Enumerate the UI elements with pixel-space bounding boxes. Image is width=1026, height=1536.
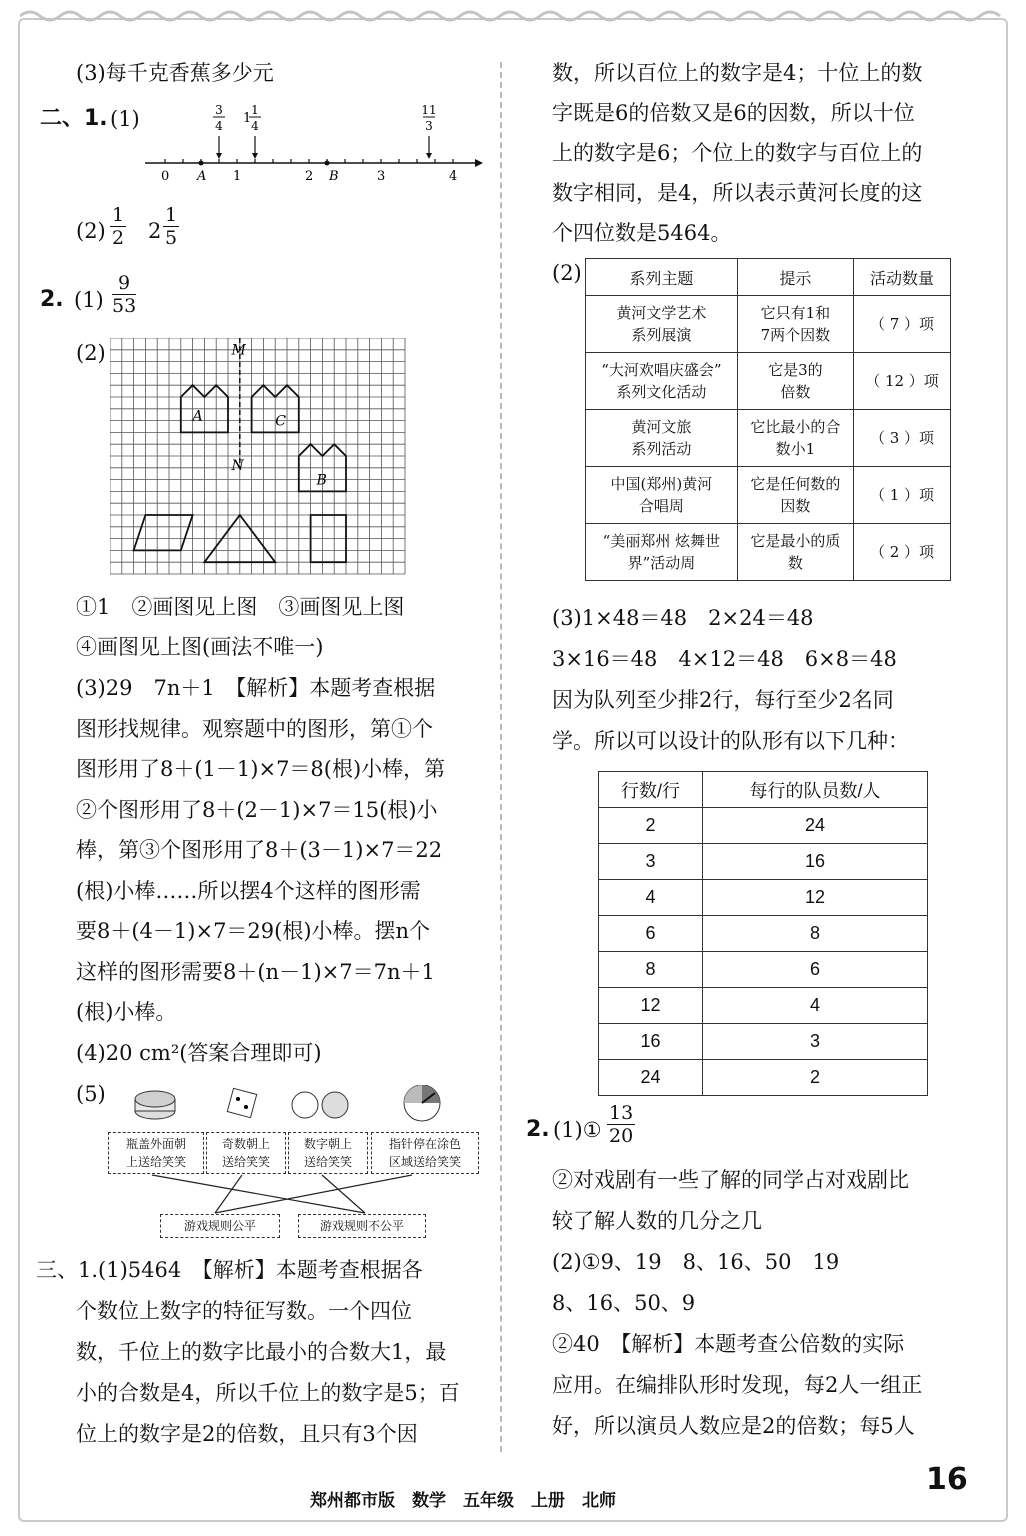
fraction-one-fifth: $\frac{1}{5}$: [165, 204, 178, 249]
table-row: [599, 916, 928, 952]
table-row: [599, 844, 928, 880]
parallelogram: [134, 515, 193, 550]
option-box-4: 指针停在涂色 区域送给笑笑: [371, 1132, 479, 1174]
text-line: 要8＋(4－1)×7＝29(根)小棒。摆n个: [76, 919, 431, 943]
table-header: 系列主题: [586, 259, 738, 296]
activity-table: [585, 258, 951, 581]
table-cell: 6: [703, 952, 928, 988]
text-line: 较了解人数的几分之几: [552, 1209, 762, 1233]
svg-text:1: 1: [243, 111, 252, 126]
tick-label: 3: [377, 169, 386, 184]
table-cell: 16: [703, 844, 928, 880]
text-line: 数，千位上的数字比最小的合数大1，最: [76, 1340, 447, 1364]
text-line: 学。所以可以设计的队形有以下几种：: [552, 729, 909, 753]
table-cell: 它只有1和 7两个因数: [737, 296, 853, 353]
table-cell: 它是最小的质 数: [737, 524, 853, 581]
text-line: 因为队列至少排2行，每行至少2名同: [552, 688, 894, 712]
fraction-13-20: $\frac{13}{20}$: [609, 1102, 634, 1147]
table-header: 提示: [737, 259, 853, 296]
drawing-grid: [110, 338, 408, 576]
tick-label: 0: [161, 169, 170, 184]
q1-2-label: (2): [76, 219, 106, 243]
table-cell: 中国(郑州)黄河 合唱周: [586, 467, 738, 524]
question-2-heading: 2.: [40, 287, 64, 312]
q4-answer: (4)20 cm²(答案合理即可): [76, 1041, 322, 1065]
arrow-fraction-label: [213, 103, 225, 133]
text-line: 这样的图形需要8＋(n－1)×7＝7n＋1: [76, 959, 435, 984]
q2-1-label: (1): [74, 288, 104, 312]
point-b: [325, 161, 330, 166]
table-cell: 黄河文旅 系列活动: [586, 410, 738, 467]
text-line: 棒，第③个图形用了8＋(3－1)×7＝22: [76, 838, 443, 862]
text-line: 应用。在编排队形时发现，每2人一组正: [552, 1373, 923, 1397]
svg-text:4: 4: [251, 119, 259, 133]
text-line: 数，所以百位上的数字是4；十位上的数: [552, 61, 923, 85]
text-line: ②个图形用了8＋(2－1)×7＝15(根)小: [76, 797, 438, 822]
table-cell: （ 12 ）项: [854, 353, 951, 410]
arrow-fraction-label: [421, 103, 436, 133]
label-n: N: [231, 458, 244, 475]
label-b: B: [316, 472, 327, 489]
column-divider: [500, 62, 502, 1452]
part-1-label: (1): [110, 107, 140, 131]
text-line: 三、1.(1)5464 【解析】本题考查根据各: [36, 1258, 423, 1282]
table-cell: 2: [703, 1060, 928, 1096]
q5-icons: [130, 1085, 480, 1125]
table-row: [599, 808, 928, 844]
table-row: [599, 1024, 928, 1060]
point-a: [199, 161, 204, 166]
table-row: [586, 353, 951, 410]
text-line: 个数位上数字的特征写数。一个四位: [76, 1299, 412, 1323]
fraction-9-53: $\frac{9}{53}$: [112, 272, 137, 317]
text-line: 好，所以演员人数应是2的倍数；每5人: [552, 1414, 915, 1438]
table-cell: 8: [599, 952, 703, 988]
table-cell: 它比最小的合 数小1: [737, 410, 853, 467]
table-cell: 4: [703, 988, 928, 1024]
table-cell: “大河欢唱庆盛会” 系列文化活动: [586, 353, 738, 410]
text-line: 8、16、50、9: [552, 1291, 696, 1315]
option-box-2: 奇数朝上 送给笑笑: [206, 1132, 286, 1174]
text-line: (3)29 7n＋1 【解析】本题考查根据: [76, 676, 436, 700]
table-cell: 16: [599, 1024, 703, 1060]
table-cell: 8: [703, 916, 928, 952]
table-row: [586, 467, 951, 524]
table-row: [599, 1060, 928, 1096]
section-2-heading: 二、1.: [40, 106, 108, 131]
answers-line-1: ①1 ②画图见上图 ③画图见上图: [76, 595, 405, 619]
text-line: ②40 【解析】本题考查公倍数的实际: [552, 1332, 905, 1356]
table-cell: （ 7 ）项: [854, 296, 951, 353]
text-line: 小的合数是4，所以千位上的数字是5；百: [76, 1381, 460, 1405]
table-cell: （ 1 ）项: [854, 467, 951, 524]
table-cell: （ 2 ）项: [854, 524, 951, 581]
table-cell: 3: [703, 1024, 928, 1060]
table-cell: 12: [599, 988, 703, 1024]
arrow-fraction-label: [243, 103, 261, 133]
mixed-whole: 2: [148, 219, 162, 243]
table-cell: 24: [599, 1060, 703, 1096]
text-line: 上的数字是6；个位上的数字与百位上的: [552, 141, 923, 165]
svg-text:1: 1: [251, 103, 259, 117]
text-line: (2)①9、19 8、16、50 19: [552, 1250, 840, 1274]
tick-label: 4: [449, 169, 458, 184]
text-line: 3×16＝48 4×12＝48 6×8＝48: [552, 647, 897, 671]
table-cell: 2: [599, 808, 703, 844]
unfair-box: 游戏规则不公平: [298, 1214, 426, 1238]
tick-label: 2: [305, 169, 314, 184]
point-a-label: A: [197, 169, 207, 184]
table-cell: 24: [703, 808, 928, 844]
svg-text:11: 11: [421, 103, 437, 117]
number-line: [140, 100, 485, 190]
page-number: 16: [926, 1462, 968, 1497]
text-line: (根)小棒。: [76, 1000, 177, 1024]
table-header: 每行的队员数/人: [703, 772, 928, 808]
answers-line-2: ④画图见上图(画法不唯一): [76, 635, 324, 659]
text-line: (3)1×48＝48 2×24＝48: [552, 606, 814, 630]
table-cell: 黄河文学艺术 系列展演: [586, 296, 738, 353]
table-header: 活动数量: [854, 259, 951, 296]
svg-text:3: 3: [215, 103, 223, 117]
point-b-label: B: [329, 169, 339, 184]
table-cell: “美丽郑州 炫舞世 界”活动周: [586, 524, 738, 581]
label-m: M: [231, 342, 246, 359]
table-row: [599, 988, 928, 1024]
table-row: [586, 410, 951, 467]
table-cell: 它是3的 倍数: [737, 353, 853, 410]
matching-lines: [150, 1173, 470, 1218]
tick-label: 1: [233, 169, 242, 184]
label-c: C: [275, 413, 286, 430]
table-row: [599, 952, 928, 988]
r-q2-label: (2): [552, 261, 582, 285]
r-question-2-heading: 2.: [526, 1117, 550, 1142]
formation-table: [598, 771, 928, 1096]
table-header: 行数/行: [599, 772, 703, 808]
q5-label: (5): [76, 1082, 106, 1106]
svg-text:4: 4: [215, 119, 223, 133]
label-a: A: [192, 408, 203, 425]
table-cell: 3: [599, 844, 703, 880]
text-line: 图形用了8＋(1－1)×7＝8(根)小棒，第: [76, 757, 446, 781]
text-line: 图形找规律。观察题中的图形，第①个: [76, 716, 433, 741]
q2-2-label: (2): [76, 341, 106, 365]
table-row: [599, 880, 928, 916]
decorative-wave-border: [20, 6, 1006, 26]
table-cell: 12: [703, 880, 928, 916]
text-line: (根)小棒……所以摆4个这样的图形需: [76, 878, 421, 903]
option-box-3: 数字朝上 送给笑笑: [288, 1132, 368, 1174]
option-box-1: 瓶盖外面朝 上送给笑笑: [108, 1132, 204, 1174]
table-cell: 6: [599, 916, 703, 952]
fair-box: 游戏规则公平: [160, 1214, 280, 1238]
text-line: 位上的数字是2的倍数，且只有3个因: [76, 1422, 418, 1446]
text-line: 个四位数是5464。: [552, 221, 732, 245]
q2-3-label: (3)每千克香蕉多少元: [76, 61, 274, 85]
text-line: 字既是6的倍数又是6的因数，所以十位: [552, 101, 915, 125]
text-line: 数字相同，是4，所以表示黄河长度的这: [552, 181, 923, 205]
fraction-one-half: $\frac{1}{2}$: [112, 204, 125, 249]
footer: 郑州都市版 数学 五年级 上册 北师: [310, 1491, 616, 1511]
r-q2-1-label: (1)①: [553, 1118, 602, 1142]
svg-text:3: 3: [425, 119, 433, 133]
table-row: [586, 296, 951, 353]
table-cell: （ 3 ）项: [854, 410, 951, 467]
table-cell: 4: [599, 880, 703, 916]
table-cell: 它是任何数的 因数: [737, 467, 853, 524]
table-row: [586, 524, 951, 581]
text-line: ②对戏剧有一些了解的同学占对戏剧比: [552, 1168, 909, 1192]
